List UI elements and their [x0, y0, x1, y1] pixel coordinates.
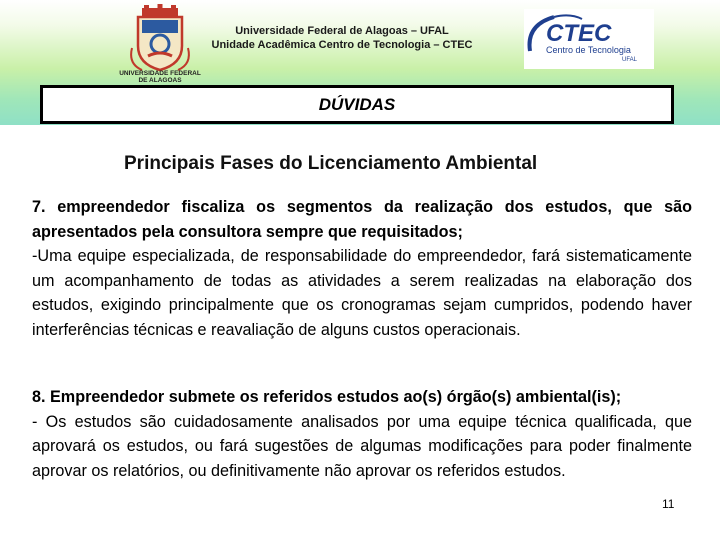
institution-unit: Unidade Acadêmica Centro de Tecnologia – CTEC: [211, 39, 473, 51]
ctec-logo-small: UFAL: [622, 57, 638, 63]
slide-subtitle: Principais Fases do Licenciamento Ambiental: [124, 153, 538, 174]
ufal-caption: [110, 70, 210, 84]
section-7-body: -Uma equipe especializada, de responsabilidade do empreendedor, fará sistematicamente um acompanhamento de todas as atividades a serem realizadas na elaboração dos estudos, exigindo principalmente que os cronogramas sejam cumpridos, podendo haver interferências técnicas e reavaliação de alguns custos operacionais.: [32, 247, 692, 339]
ufal-caption-line2: DE ALAGOAS: [138, 77, 182, 84]
institution-name: Universidade Federal de Alagoas – UFAL: [235, 25, 449, 37]
ctec-logo-text: CTEC: [546, 20, 612, 47]
ctec-logo: [524, 9, 654, 69]
section-8-body: - Os estudos são cuidadosamente analisados por uma equipe técnica qualificada, que aprovará os estudos, ou fará sugestões de algumas modificações para poder finalmente aprovar os relatórios, ou definitivamente não aprovar os referidos estudos.: [32, 412, 692, 480]
section-7-heading: 7. empreendedor fiscaliza os segmentos da realização dos estudos, que são apresentados pela consultora sempre que requisitados;: [32, 198, 692, 241]
page-number: 11: [662, 497, 675, 511]
section-8-heading: 8. Empreendedor submete os referidos estudos ao(s) órgão(s) ambiental(is);: [32, 388, 622, 406]
section-8: [32, 385, 692, 483]
ctec-logo-graphic: [524, 9, 654, 69]
section-7: [32, 195, 692, 342]
ufal-caption-line1: UNIVERSIDADE FEDERAL: [119, 70, 201, 77]
duvidas-title: DÚVIDAS: [318, 94, 396, 114]
ctec-logo-subtext: Centro de Tecnologia: [546, 45, 631, 55]
duvidas-banner: [40, 85, 674, 124]
ufal-crest-crown: [142, 4, 178, 16]
